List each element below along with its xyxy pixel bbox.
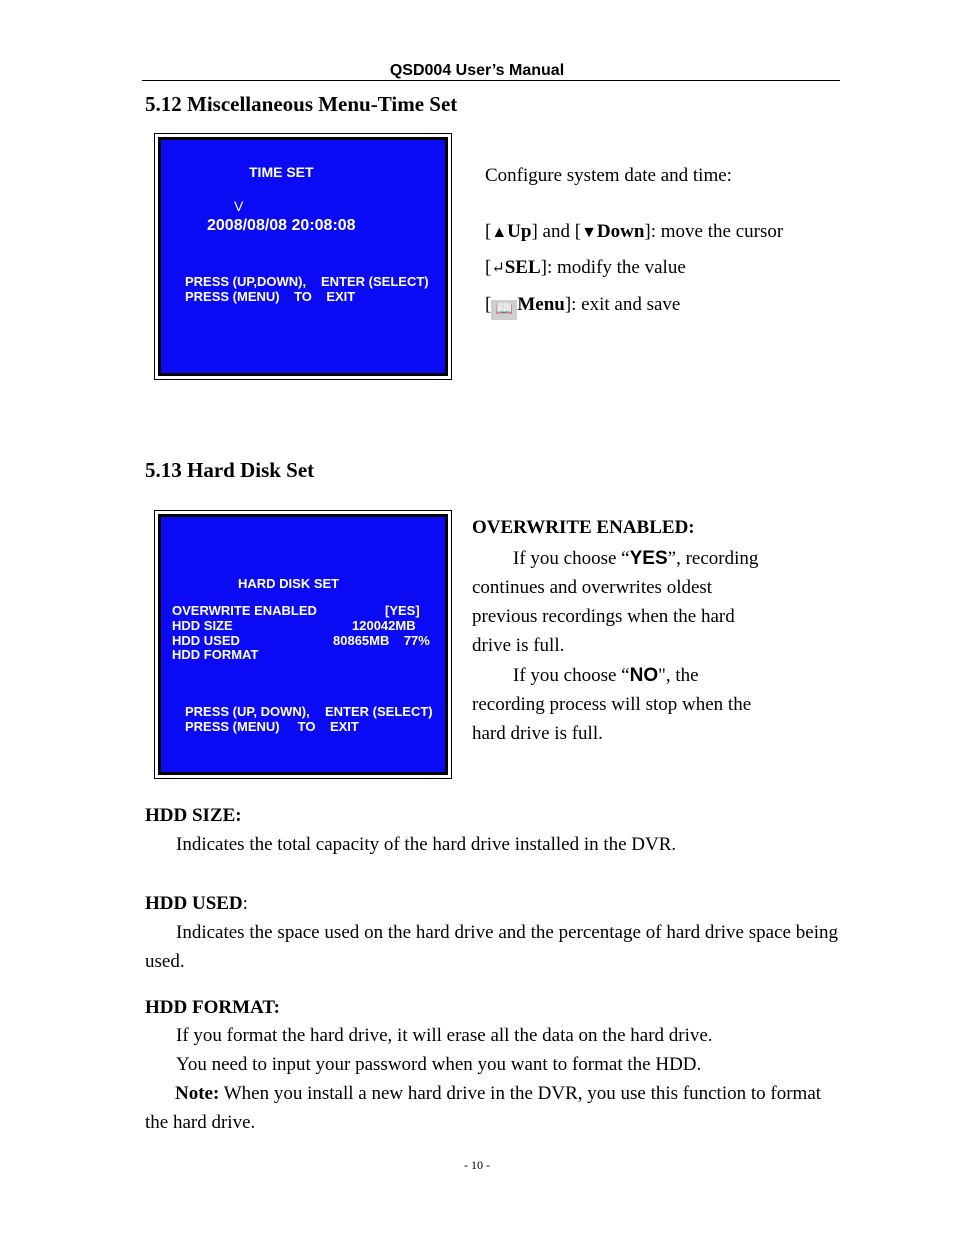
no-pre: If you choose “: [513, 665, 630, 686]
yes-line4: drive is full.: [472, 635, 565, 656]
section-512-heading: 5.12 Miscellaneous Menu-Time Set: [145, 92, 458, 116]
down-key-label: Down: [596, 221, 645, 242]
hdd-size-value: 120042MB: [352, 618, 416, 633]
yes-word: YES: [629, 548, 668, 569]
hdd-format-label: HDD FORMAT: [172, 647, 259, 662]
hard-disk-set-screen: [158, 514, 448, 775]
sel-instruction: [↵SEL]: modify the value: [485, 257, 686, 278]
time-set-intro: Configure system date and time:: [485, 165, 732, 186]
header-rule: [142, 80, 840, 81]
hdd-used-text: Indicates the space used on the hard drive and the percentage of hard drive space being used.: [145, 922, 838, 973]
overwrite-heading: OVERWRITE ENABLED:: [472, 517, 695, 538]
hdd-used-label: HDD USED: [172, 633, 240, 648]
sel-key-label: SEL: [504, 257, 541, 278]
enter-arrow-icon: ↵: [491, 260, 505, 277]
cursor-indicator: V: [234, 198, 244, 214]
note-label: Note:: [175, 1083, 220, 1104]
up-down-instruction: [▲Up] and [▼Down]: move the cursor: [485, 221, 784, 242]
down-arrow-icon: ▼: [581, 224, 597, 241]
overwrite-label: OVERWRITE ENABLED: [172, 603, 317, 618]
no-line3: hard drive is full.: [472, 723, 603, 744]
time-set-help-line1-b: ENTER (SELECT): [321, 274, 429, 289]
hdd-format-line1: If you format the hard drive, it will erase all the data on the hard drive.: [176, 1025, 713, 1046]
hdd-used-heading: HDD USED: [145, 893, 243, 914]
yes-line2: continues and overwrites oldest: [472, 577, 713, 598]
hdd-size-heading: HDD SIZE:: [145, 805, 242, 826]
up-down-desc: ]: move the cursor: [644, 221, 784, 242]
hdd-format-line2: You need to input your password when you want to format the HDD.: [176, 1054, 702, 1075]
up-arrow-icon: ▲: [491, 224, 508, 241]
hdd-format-note: [145, 1079, 838, 1138]
time-set-screenshot: [154, 133, 452, 380]
overwrite-value: [YES]: [385, 603, 420, 618]
and-text: ] and [: [531, 221, 582, 242]
note-text: When you install a new hard drive in the DVR, you use this function to format the hard drive.: [145, 1083, 822, 1134]
book-icon: 📖: [491, 300, 517, 320]
yes-line1: [513, 548, 758, 570]
menu-instruction: [ 📖 Menu]: exit and save: [485, 294, 680, 320]
hdd-used-heading-line: [145, 893, 248, 915]
yes-pre: If you choose “: [513, 548, 630, 569]
datetime-value: 2008/08/08 20:08:08: [207, 217, 356, 234]
menu-desc: ]: exit and save: [564, 294, 681, 315]
hard-disk-set-screenshot: [154, 510, 452, 779]
hard-disk-help-line1-a: PRESS (UP, DOWN),: [185, 704, 310, 719]
up-key-label: Up: [507, 221, 532, 242]
time-set-screen: [158, 137, 448, 376]
section-513-heading: 5.13 Hard Disk Set: [145, 458, 315, 482]
hdd-size-text: Indicates the total capacity of the hard drive installed in the DVR.: [176, 834, 677, 855]
hdd-used-colon: :: [242, 893, 248, 914]
hdd-format-heading: HDD FORMAT:: [145, 997, 280, 1018]
hard-disk-set-title: HARD DISK SET: [238, 576, 340, 591]
yes-line3: previous recordings when the hard: [472, 606, 735, 627]
yes-post: ”, recording: [667, 548, 759, 569]
hard-disk-help-line2: PRESS (MENU) TO EXIT: [185, 719, 359, 734]
time-set-title: TIME SET: [249, 164, 314, 180]
time-set-help-line1-a: PRESS (UP,DOWN),: [185, 274, 307, 289]
no-post: ", the: [658, 665, 699, 686]
hard-disk-help-line1-b: ENTER (SELECT): [325, 704, 433, 719]
menu-key-label: Menu: [517, 294, 565, 315]
sel-desc: ]: modify the value: [540, 257, 686, 278]
no-line2: recording process will stop when the: [472, 694, 752, 715]
time-set-help-line2: PRESS (MENU) TO EXIT: [185, 289, 356, 304]
hdd-used-value: 80865MB 77%: [333, 633, 430, 648]
manual-header-title: QSD004 User’s Manual: [389, 62, 565, 79]
no-line1: [513, 665, 699, 687]
hdd-size-label: HDD SIZE: [172, 618, 233, 633]
page-number: - 10 -: [464, 1158, 490, 1172]
no-word: NO: [629, 665, 659, 686]
